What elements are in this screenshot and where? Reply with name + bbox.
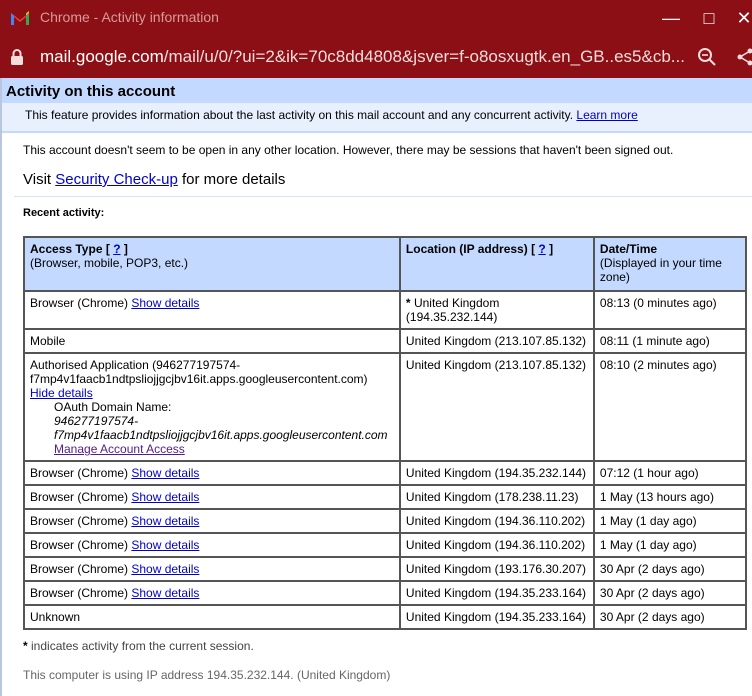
description-bar [2, 103, 752, 131]
access-type-help-link[interactable]: ? [113, 242, 121, 256]
window-title: Chrome - Activity information [40, 9, 219, 25]
time-cell: 1 May (1 day ago) [594, 533, 746, 557]
gmail-logo-icon [10, 10, 30, 26]
access-cell [24, 485, 400, 509]
lock-icon [10, 49, 24, 65]
visit-suffix: for more details [181, 171, 286, 188]
security-checkup-link[interactable]: Security Check-up [55, 171, 178, 188]
access-cell [24, 291, 400, 329]
location-cell [400, 291, 594, 329]
page-title: Activity on this account [6, 83, 176, 100]
recent-activity-label: Recent activity: [23, 207, 105, 219]
address-bar[interactable] [0, 36, 752, 78]
zoom-icon[interactable] [697, 47, 717, 67]
access-type-text: Browser (Chrome) [30, 466, 129, 480]
current-session-text: indicates activity from the current session. [31, 639, 254, 653]
divider [14, 196, 752, 197]
access-type-text: Authorised Application (946277197574-f7mp4v1faacb1ndtpsliojjgcjbv16it.apps.googleusercontent.com) [30, 358, 368, 386]
page-content [0, 78, 752, 696]
access-type-text: Browser (Chrome) [30, 586, 129, 600]
access-cell [24, 509, 400, 533]
activity-table [23, 236, 747, 630]
current-session-marker: * [405, 296, 411, 310]
location-cell: United Kingdom (194.36.110.202) [400, 533, 594, 557]
location-help-link[interactable]: ? [538, 242, 546, 256]
minimize-button[interactable]: — [662, 8, 680, 28]
location-label: Location (IP address) [405, 242, 528, 256]
maximize-button[interactable]: □ [703, 8, 715, 28]
url-path: /mail/u/0/?ui=2&ik=70c8dd4808&jsver=f-o8osxugtk.en_GB..es5&cb... [163, 47, 685, 66]
show-details-link[interactable]: Show details [131, 538, 200, 552]
star-marker: * [23, 639, 28, 653]
oauth-details [30, 400, 394, 456]
location-cell: United Kingdom (194.35.233.164) [400, 605, 594, 629]
hide-details-link[interactable]: Hide details [30, 386, 93, 400]
location-text: United Kingdom (194.35.232.144) [405, 296, 500, 324]
table-row [24, 605, 746, 629]
time-cell: 08:10 (2 minutes ago) [594, 353, 746, 461]
table-row [24, 461, 746, 485]
access-type-hint: (Browser, mobile, POP3, etc.) [30, 256, 189, 270]
time-cell: 30 Apr (2 days ago) [594, 605, 746, 629]
table-row [24, 581, 746, 605]
access-type-label: Access Type [30, 242, 103, 256]
location-cell: United Kingdom (213.107.85.132) [400, 329, 594, 353]
show-details-link[interactable]: Show details [131, 296, 200, 310]
table-row [24, 353, 746, 461]
table-row [24, 509, 746, 533]
description-text: This feature provides information about the last activity on this mail account and any concurrent activity. [25, 108, 574, 122]
ip-address-note: This computer is using IP address 194.35.232.144. (United Kingdom) [23, 668, 391, 682]
access-type-text: Browser (Chrome) [30, 538, 129, 552]
show-details-link[interactable]: Show details [131, 514, 200, 528]
time-cell: 07:12 (1 hour ago) [594, 461, 746, 485]
url-host: mail.google.com [40, 47, 164, 66]
header-datetime [594, 237, 746, 291]
table-row [24, 291, 746, 329]
window-titlebar [0, 0, 752, 36]
share-icon[interactable] [735, 47, 752, 67]
current-session-note [23, 639, 254, 653]
datetime-label: Date/Time [599, 242, 658, 256]
time-cell: 1 May (1 day ago) [594, 509, 746, 533]
header-location: Location (IP address) [ ? ] [400, 237, 594, 291]
access-cell [24, 533, 400, 557]
access-cell [24, 353, 400, 461]
time-cell: 08:13 (0 minutes ago) [594, 291, 746, 329]
table-header-row [24, 237, 746, 291]
table-row [24, 329, 746, 353]
location-cell: United Kingdom (178.238.11.23) [400, 485, 594, 509]
manage-account-access-link[interactable]: Manage Account Access [54, 442, 185, 456]
location-cell: United Kingdom (194.35.232.144) [400, 461, 594, 485]
location-cell: United Kingdom (213.107.85.132) [400, 353, 594, 461]
location-cell: United Kingdom (193.176.30.207) [400, 557, 594, 581]
time-cell: 30 Apr (2 days ago) [594, 557, 746, 581]
show-details-link[interactable]: Show details [131, 490, 200, 504]
show-details-link[interactable]: Show details [131, 562, 200, 576]
access-type-text: Browser (Chrome) [30, 514, 129, 528]
security-checkup-line [23, 171, 285, 188]
header-access-type: Access Type [ ? ] (Browser, mobile, POP3, etc.) [24, 237, 400, 291]
oauth-domain-value: 946277197574-f7mp4v1faacb1ndtpsliojjgcjbv16it.apps.googleusercontent.com [54, 414, 388, 442]
access-cell [24, 557, 400, 581]
access-cell [24, 461, 400, 485]
access-type-text: Browser (Chrome) [30, 490, 129, 504]
sessions-notice: This account doesn't seem to be open in any other location. However, there may be sessions that haven't been signed out. [23, 143, 674, 157]
access-cell: Mobile [24, 329, 400, 353]
header-banner [2, 78, 752, 133]
time-cell: 30 Apr (2 days ago) [594, 581, 746, 605]
show-details-link[interactable]: Show details [131, 466, 200, 480]
show-details-link[interactable]: Show details [131, 586, 200, 600]
table-row [24, 533, 746, 557]
visit-prefix: Visit [23, 171, 52, 188]
location-cell: United Kingdom (194.36.110.202) [400, 509, 594, 533]
time-cell: 1 May (13 hours ago) [594, 485, 746, 509]
table-row [24, 557, 746, 581]
url-text[interactable] [40, 47, 685, 67]
table-row [24, 485, 746, 509]
oauth-domain-label: OAuth Domain Name: [54, 400, 172, 414]
access-cell [24, 581, 400, 605]
time-cell: 08:11 (1 minute ago) [594, 329, 746, 353]
access-cell: Unknown [24, 605, 400, 629]
datetime-hint: (Displayed in your time zone) [599, 256, 722, 284]
location-cell: United Kingdom (194.35.233.164) [400, 581, 594, 605]
access-type-text: Browser (Chrome) [30, 296, 129, 310]
access-type-text: Browser (Chrome) [30, 562, 129, 576]
learn-more-link[interactable]: Learn more [576, 108, 638, 122]
close-button[interactable]: ✕ [736, 8, 752, 28]
